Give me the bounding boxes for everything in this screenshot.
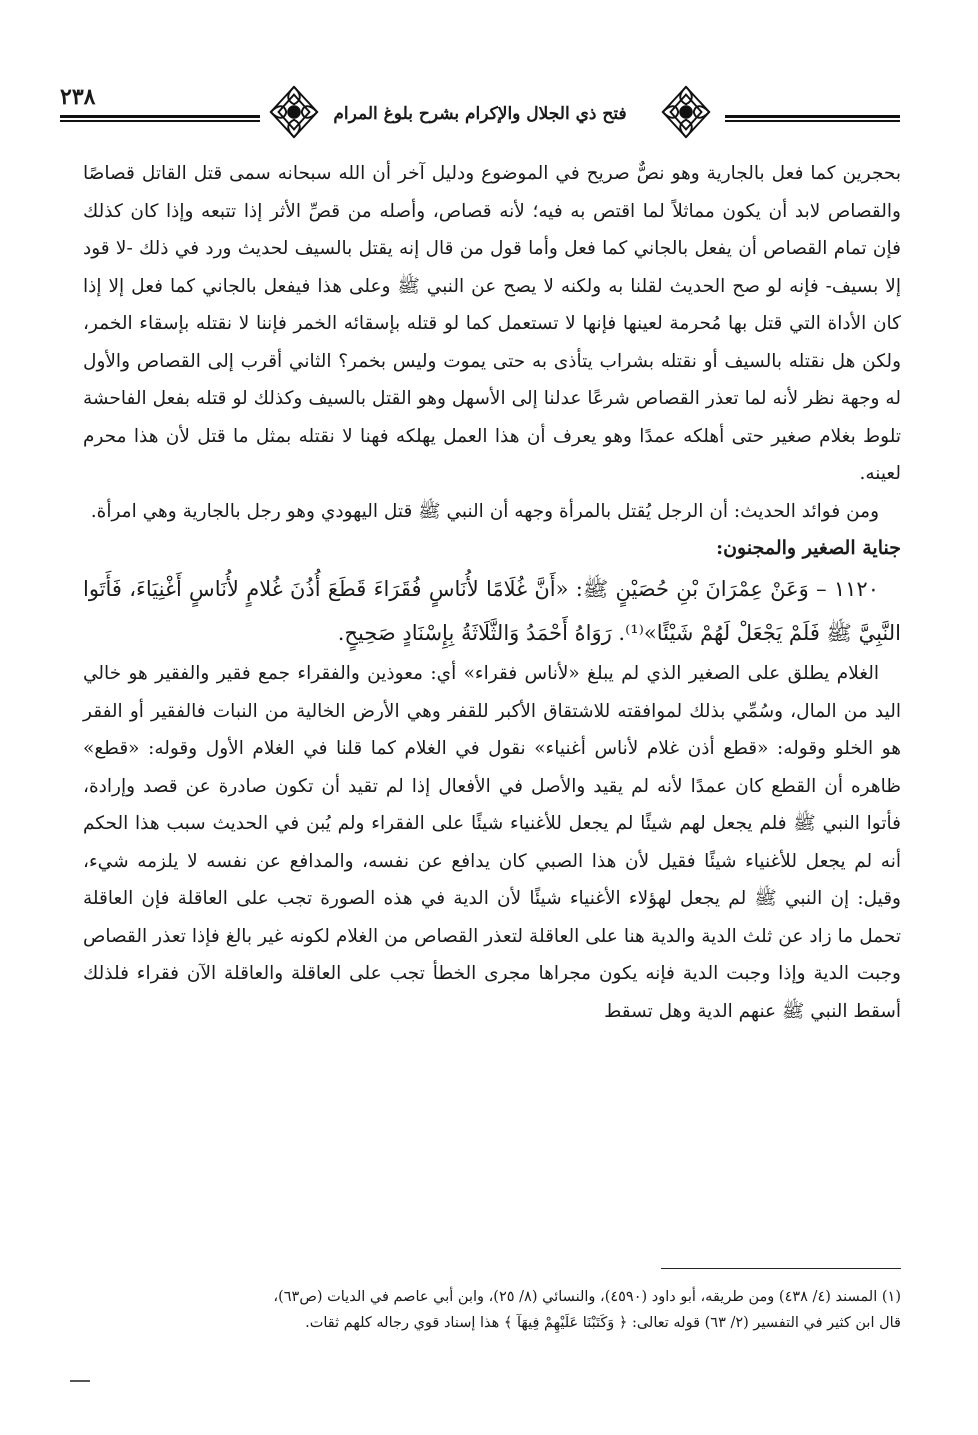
page-header <box>60 82 900 146</box>
main-text <box>83 155 901 1030</box>
footnote-line: قال ابن كثير في التفسير (٢/ ٦٣) قوله تعالى: ﴿ وَكَتَبْنَا عَلَيْهِمْ فِيهَآ ﴾ هذا إسناد قوي رجاله كلهم ثقات. <box>305 1315 901 1331</box>
header-rule <box>60 115 260 118</box>
footnote-line: (١) المسند (٤/ ٤٣٨) ومن طريقه، أبو داود (٤٥٩٠)، والنسائي (٨/ ٢٥)، وابن أبي عاصم في الديات (ص٦٣)، <box>273 1289 901 1305</box>
header-rule <box>60 120 260 122</box>
page-number: ٢٣٨ <box>60 84 96 110</box>
footnote-separator <box>661 1268 901 1269</box>
header-rule <box>725 120 900 122</box>
header-rule <box>725 115 900 118</box>
page-mark <box>70 1380 90 1382</box>
paragraph: ومن فوائد الحديث: أن الرجل يُقتل بالمرأة وجهه أن النبي ﷺ قتل اليهودي وهو رجل بالجارية وهي امرأة. <box>90 500 879 522</box>
footnotes <box>83 1284 901 1336</box>
paragraph: الغلام يطلق على الصغير الذي لم يبلغ «لأناس فقراء» أي: معوذين والفقراء جمع فقير والفقير هو خالي اليد من المال، وسُمِّي بذلك لموافقته للاشتقاق الأكبر للقفر وهي الأرض الخالية من النبات فالفقير أو الفقر هو الخلو وقوله: «قطع أذن غلام لأناس أغنياء» نقول في الغلام كما قلنا في الغلام الأول وقوله: «قطع» ظاهره أن القطع كان عمدًا لأنه لم يقيد والأصل في الأفعال إذا لم تقيد أن تكون صادرة عن قصد وإرادة، فأتوا النبي ﷺ فلم يجعل لهم شيئًا لم يجعل للأغنياء شيئًا على الفقراء ولم يُبن في الحديث سبب هذا الحكم أنه لم يجعل للأغنياء شيئًا فقيل لأن هذا الصبي كان يدافع عن نفسه، والمدافع عن نفسه لا يلزمه شيء، وقيل: إن النبي ﷺ لم يجعل لهؤلاء الأغنياء شيئًا لأن الدية في هذه الصورة تجب على العاقلة فإن العاقلة تحمل ما زاد عن ثلث الدية والدية هنا على العاقلة لتعذر القصاص من الغلام لكونه غير بالغ فإذا تعذر القصاص وجبت الدية وإذا وجبت الدية فإنه يكون مجراها مجرى الخطأ تجب على العاقلة والعاقلة الآن فقراء فلذلك أسقط النبي ﷺ عنهم الدية وهل تسقط <box>83 663 901 1022</box>
hadith-text: ١١٢٠ – وَعَنْ عِمْرَانَ بْنِ حُصَيْنٍ ﷺ: «أَنَّ غُلَامًا لأُنَاسٍ فُقَرَاءَ قَطَعَ أُذُنَ غُلامٍ لأُنَاسٍ أَغْنِيَاءَ، فَأَتَوا النَّبِيَّ ﷺ فَلَمْ يَجْعَلْ لَهُمْ شَيْئًا»⁽¹⁾. رَوَاهُ أَحْمَدُ وَالثَّلَاثَةُ بِإِسْنَادٍ صَحِيحٍ. <box>83 577 901 645</box>
floral-ornament-icon <box>657 82 715 142</box>
paragraph: بحجرين كما فعل بالجارية وهو نصٌّ صريح في الموضوع ودليل آخر أن الله سبحانه سمى قتل القاتل قصاصًا والقصاص لابد أن يكون مماثلاً لما اقتص به فيه؛ لأنه قصاص، وأصله من قصِّ الأثر إذا تتبعه وإذا كان كذلك فإن تمام القصاص أن يفعل بالجاني كما فعل وأما قول من قال إنه يقتل بالسيف لحديث ورد في ذلك -لا قود إلا بسيف- فإنه لو صح الحديث لقلنا به ولكنه لا يصح عن النبي ﷺ وعلى هذا فيفعل بالجاني كما فعل إلا إذا كان الأداة التي قتل بها مُحرمة لعينها فإنها لا تستعمل كما لو قتله بإسقائه الخمر فإننا لا نقتله بإسقاء الخمر، ولكن هل نقتله بالسيف أو نقتله بشراب يتأذى به حتى يموت وليس بخمر؟ الثاني أقرب إلى القصاص والأول له وجهة نظر لأنه لما تعذر القصاص شرعًا عدلنا إلى الأسهل وهو القتل بالسيف وكذلك لو قتله بفعل الفاحشة تلوط بغلام صغير حتى أهلكه عمدًا وهو يعرف أن هذا العمل يهلكه فهنا لا نقتله بمثل ما قتل لأن هذا محرم لعينه. <box>83 163 901 484</box>
floral-ornament-icon <box>265 82 323 142</box>
running-title: فتح ذي الجلال والإكرام بشرح بلوغ المرام <box>333 104 627 124</box>
section-heading: جناية الصغير والمجنون: <box>716 537 901 559</box>
